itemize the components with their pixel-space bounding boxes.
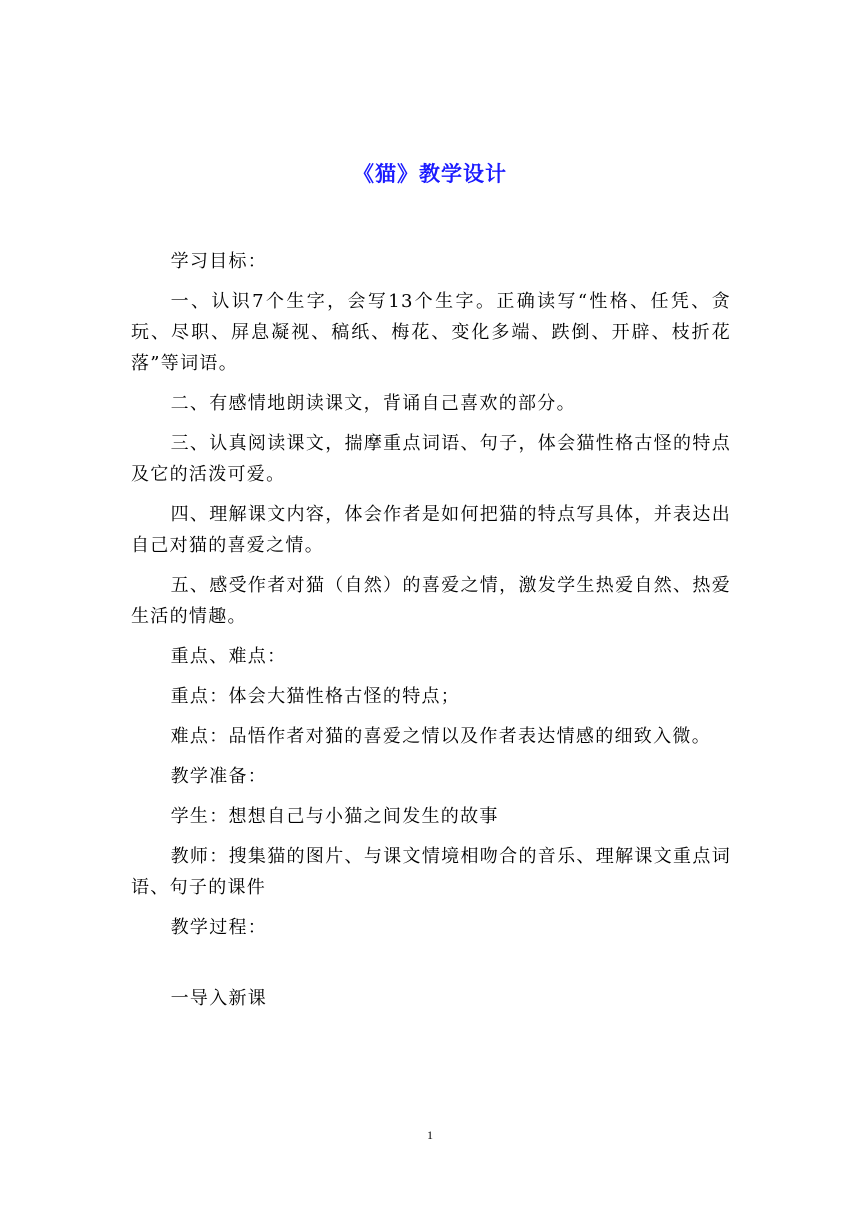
paragraph-goal-1: 一、认识7个生字，会写13个生字。正确读写“性格、任凭、贪玩、尽职、屏息凝视、稿纸、梅花、变化多端、跌倒、开辟、枝折花落”等词语。 — [131, 291, 731, 374]
paragraph-learning-goals-heading: 学习目标： — [170, 251, 268, 272]
document-body — [131, 246, 731, 1023]
paragraph-goal-3: 三、认真阅读课文，揣摩重点词语、句子，体会猫性格古怪的特点及它的活泼可爱。 — [131, 433, 731, 485]
document-title: 《猫》教学设计 — [353, 161, 507, 186]
paragraph-key-point: 重点：体会大猫性格古怪的特点； — [170, 686, 461, 707]
paragraph-difficult-point: 难点：品悟作者对猫的喜爱之情以及作者表达情感的细致入微。 — [170, 726, 711, 747]
paragraph-teacher-preparation: 教师：搜集猫的图片、与课文情境相吻合的音乐、理解课文重点词语、句子的课件 — [131, 846, 731, 898]
paragraph-preparation-heading: 教学准备： — [170, 766, 268, 787]
paragraph-goal-4: 四、理解课文内容，体会作者是如何把猫的特点写具体，并表达出自己对猫的喜爱之情。 — [131, 504, 731, 556]
paragraph-goal-2: 二、有感情地朗读课文，背诵自己喜欢的部分。 — [170, 393, 576, 414]
paragraph-section-intro: 一导入新课 — [170, 988, 268, 1009]
paragraph-goal-5: 五、感受作者对猫（自然）的喜爱之情，激发学生热爱自然、热爱生活的情趣。 — [131, 575, 731, 627]
page-number: 1 — [427, 1128, 433, 1142]
paragraph-student-preparation: 学生：想想自己与小猫之间发生的故事 — [170, 806, 499, 827]
paragraph-process-heading: 教学过程： — [170, 917, 268, 938]
paragraph-key-points-heading: 重点、难点： — [170, 646, 287, 667]
